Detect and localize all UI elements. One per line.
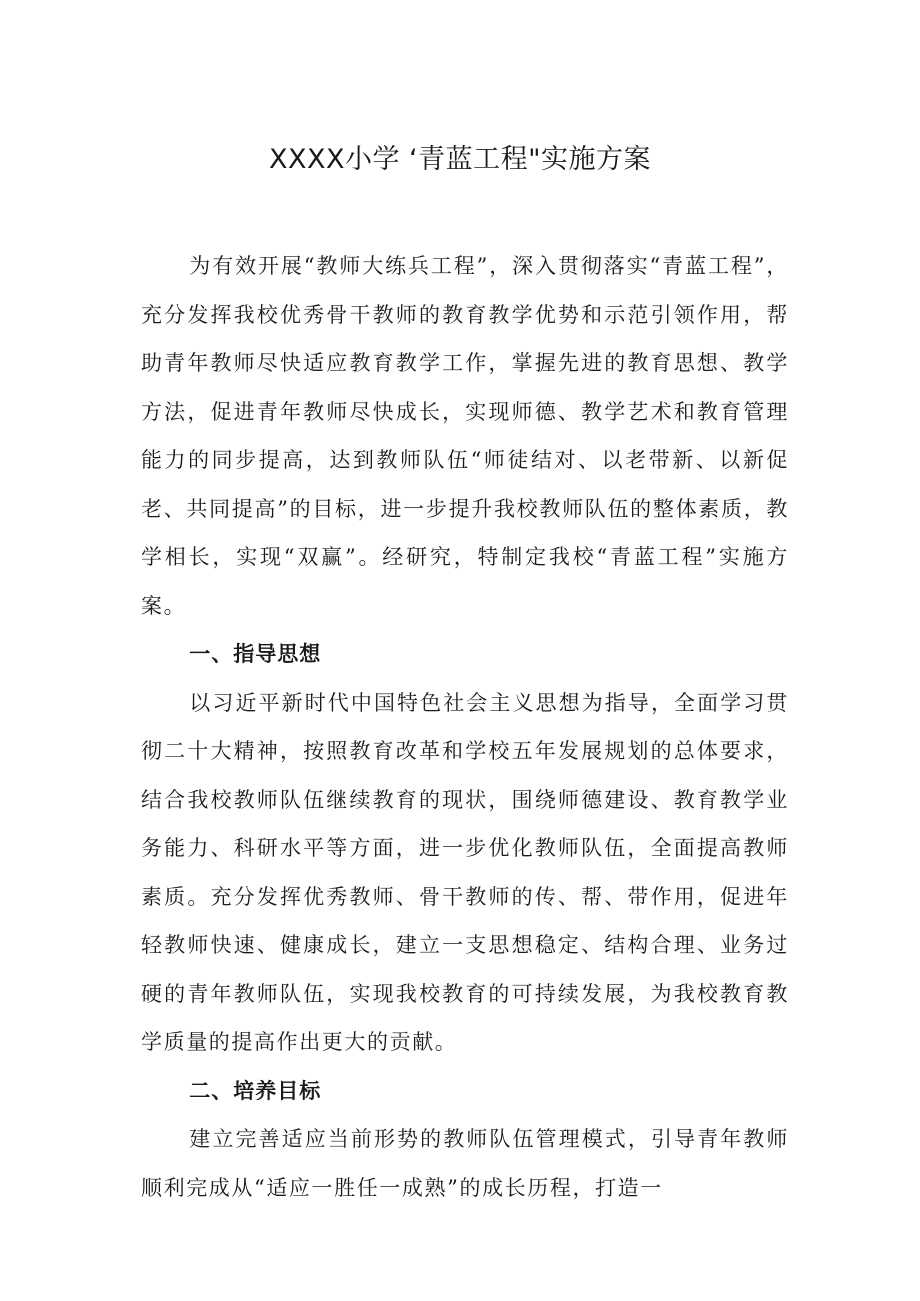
section-heading-guiding-ideology: 一、指导思想 <box>189 642 322 666</box>
document-title: XXXX小学 ‘青蓝工程"实施方案 <box>268 144 652 175</box>
section-paragraph-guiding-ideology: 以习近平新时代中国特色社会主义思想为指导，全面学习贯彻二十大精神，按照教育改革和学校五年发展规划的总体要求，结合我校教师队伍继续教育的现状，围绕师德建设、教育教学业务能力、科研水平等方面，进一步优化教师队伍，全面提高教师素质。充分发挥优秀教师、骨干教师的传、帮、带作用，促进年轻教师快速、健康成长，建立一支思想稳定、结构合理、业务过硬的青年教师队伍，实现我校教育的可持续发展，为我校教育教学质量的提高作出更大的贡献。 <box>141 690 789 1054</box>
document-body <box>141 242 789 1212</box>
section-paragraph-training-goals: 建立完善适应当前形势的教师队伍管理模式，引导青年教师顺利完成从“适应一胜任一成熟”的成长历程，打造一 <box>141 1127 789 1200</box>
section-heading-training-goals: 二、培养目标 <box>189 1078 322 1103</box>
intro-paragraph: 为有效开展“教师大练兵工程”，深入贯彻落实“青蓝工程”，充分发挥我校优秀骨干教师的教育教学优势和示范引领作用，帮助青年教师尽快适应教育教学工作，掌握先进的教育思想、教学方法，促进青年教师尽快成长，实现师德、教学艺术和教育管理能力的同步提高，达到教师队伍“师徒结对、以老带新、以新促老、共同提高”的目标，进一步提升我校教师队伍的整体素质，教学相长，实现“双赢”。经研究，特制定我校“青蓝工程”实施方案。 <box>141 254 789 618</box>
